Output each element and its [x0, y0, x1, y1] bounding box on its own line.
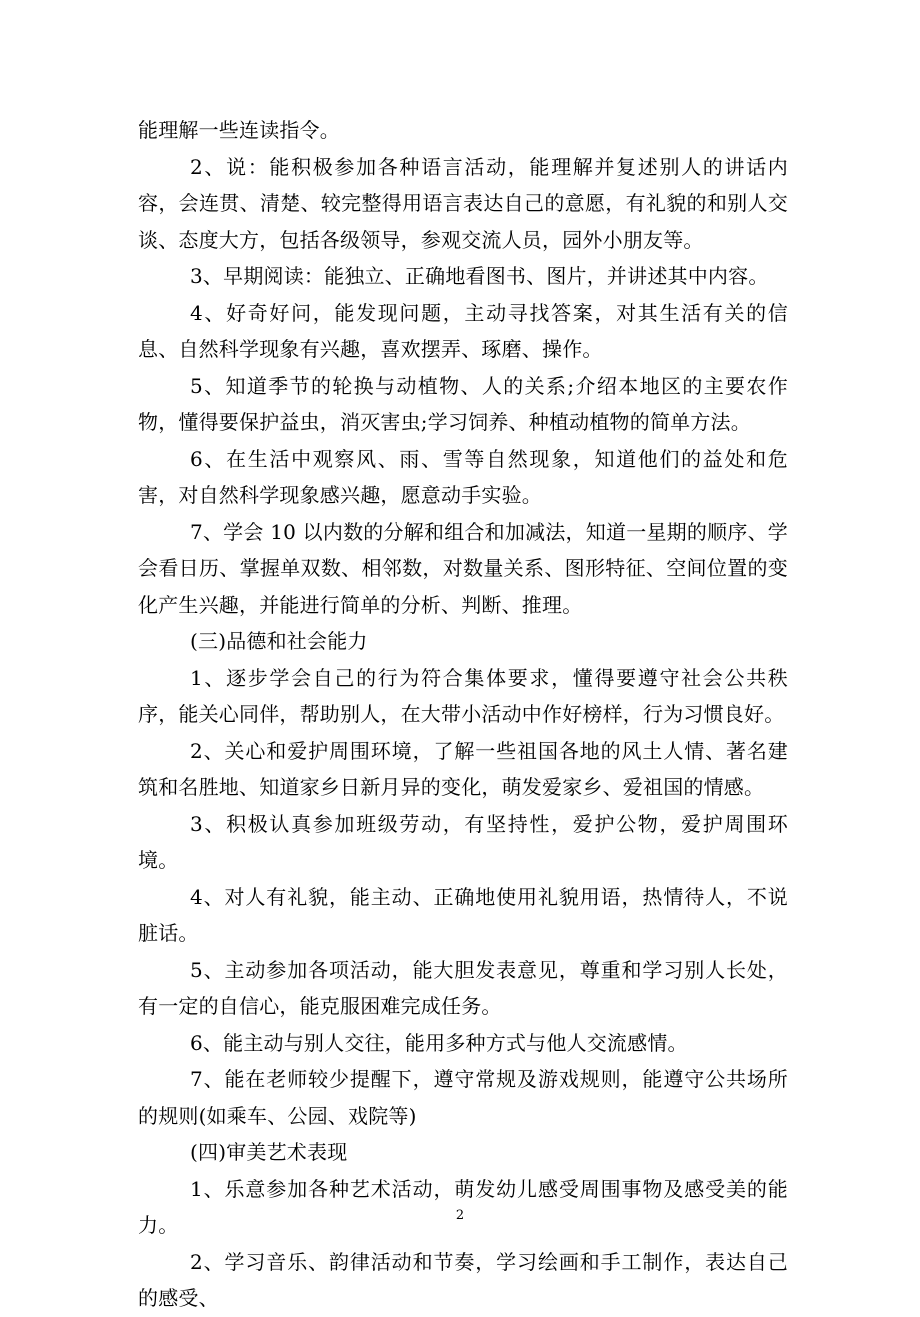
paragraph-music-drawing: 2、学习音乐、韵律活动和节奏，学习绘画和手工制作，表达自己的感受、: [138, 1249, 788, 1310]
paragraph-public-rules: 7、能在老师较少提醒下，遵守常规及游戏规则，能遵守公共场所的规则(如乘车、公园、戏院等): [138, 1067, 788, 1128]
paragraph-politeness: 4、对人有礼貌，能主动、正确地使用礼貌用语，热情待人，不说脏话。: [138, 884, 788, 945]
paragraph-collective-rules: 1、逐步学会自己的行为符合集体要求，懂得要遵守社会公共秩序，能关心同伴，帮助别人，在大带小活动中作好榜样，行为习惯良好。: [138, 665, 788, 726]
paragraph-language-speaking: 2、说：能积极参加各种语言活动，能理解并复述别人的讲话内容，会连贯、清楚、较完整得用语言表达自己的意愿，有礼貌的和别人交谈、态度大方，包括各级领导，参观交流人员，园外小朋友等。: [138, 154, 788, 252]
paragraph-communication: 6、能主动与别人交往，能用多种方式与他人交流感情。: [190, 1030, 688, 1055]
paragraph-math: 7、学会 10 以内数的分解和组合和加减法，知道一星期的顺序、学会看日历、掌握单双数、相邻数，对数量关系、图形特征、空间位置的变化产生兴趣，并能进行简单的分析、判断、推理。: [138, 519, 788, 617]
document-body: [138, 112, 788, 1317]
page-number: 2: [455, 1208, 465, 1223]
paragraph-curiosity: 4、好奇好问，能发现问题，主动寻找答案，对其生活有关的信息、自然科学现象有兴趣，喜欢摆弄、琢磨、操作。: [138, 300, 788, 361]
paragraph-confidence: 5、主动参加各项活动，能大胆发表意见，尊重和学习别人长处，有一定的自信心，能克服困难完成任务。: [138, 957, 788, 1018]
paragraph-early-reading: 3、早期阅读：能独立、正确地看图书、图片，并讲述其中内容。: [190, 264, 769, 288]
section-heading-aesthetic-art: (四)审美艺术表现: [190, 1140, 348, 1164]
paragraph-natural-phenomena: 6、在生活中观察风、雨、雪等自然现象，知道他们的益处和危害，对自然科学现象感兴趣，愿意动手实验。: [138, 446, 788, 507]
paragraph-environment-homeland: 2、关心和爱护周围环境，了解一些祖国各地的风土人情、著名建筑和名胜地、知道家乡日新月异的变化，萌发爱家乡、爱祖国的情感。: [138, 738, 788, 799]
paragraph-class-labor: 3、积极认真参加班级劳动，有坚持性，爱护公物，爱护周围环境。: [138, 811, 788, 872]
paragraph-art-activities: 1、乐意参加各种艺术活动，萌发幼儿感受周围事物及感受美的能力。: [138, 1176, 788, 1237]
section-heading-morality-social: (三)品德和社会能力: [190, 629, 368, 653]
paragraph-continuation: 能理解一些连读指令。: [138, 118, 340, 142]
paragraph-seasons: 5、知道季节的轮换与动植物、人的关系;介绍本地区的主要农作物，懂得要保护益虫，消灭害虫;学习饲养、种植动植物的简单方法。: [138, 373, 788, 434]
